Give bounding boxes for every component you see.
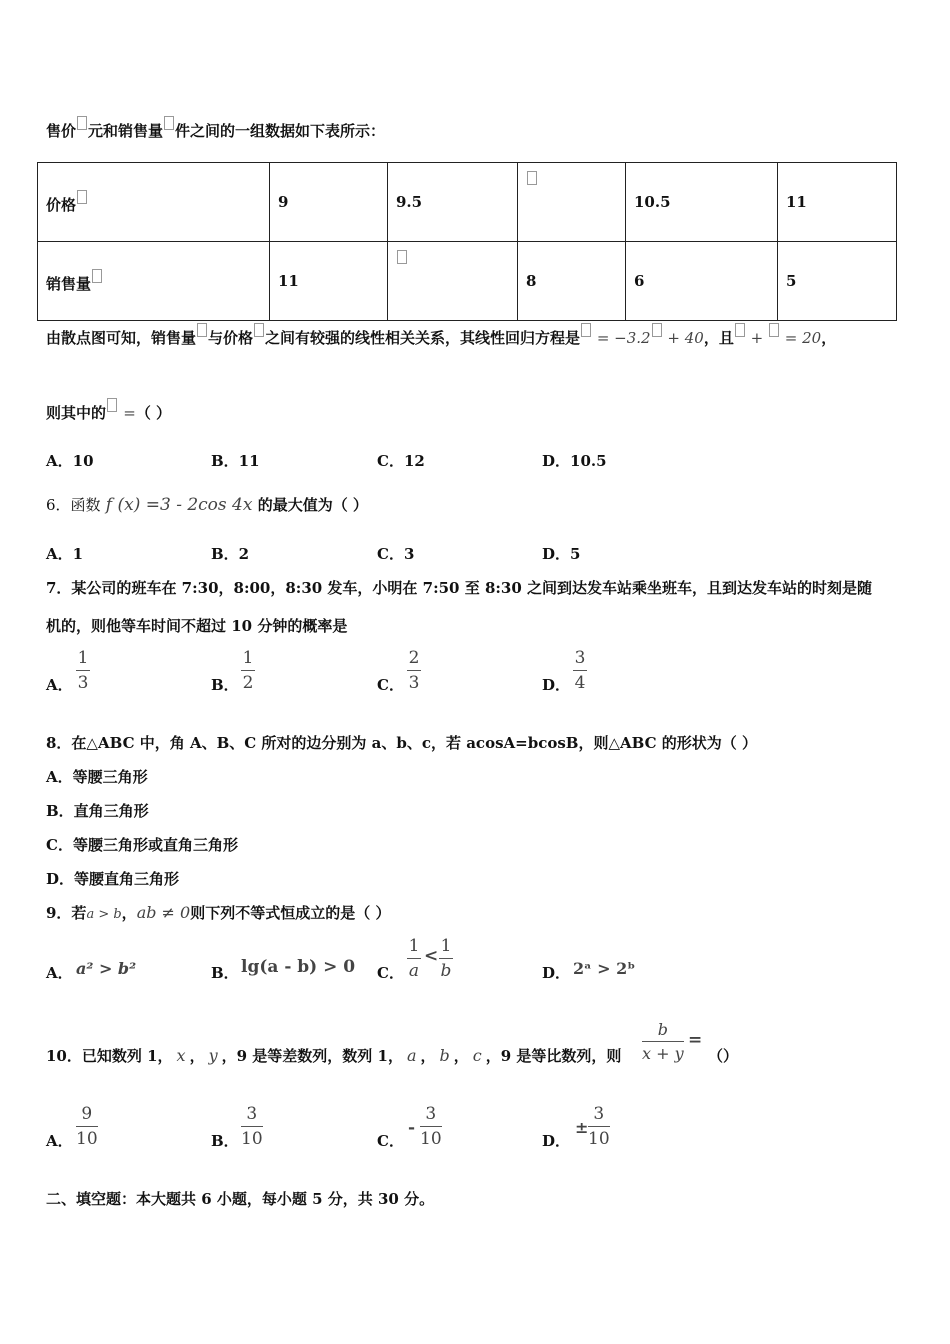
- missing-glyph-icon: [735, 323, 745, 337]
- q10-option-a-fraction: 9 10: [76, 1104, 98, 1149]
- q7-stem-line1: 7．某公司的班车在 7:30，8:00，8:30 发车，小明在 7:50 至 8:30 之间到达发车站乘坐班车，且到达发车站的时刻是随: [46, 579, 873, 597]
- q9-option-c-fraction-right: 1 b: [440, 936, 452, 981]
- q9-stem: 9．若a > b，ab ≠ 0则下列不等式恒成立的是（ ）: [46, 903, 391, 922]
- table-row: [38, 242, 897, 321]
- missing-glyph-icon: [77, 116, 87, 130]
- table-cell: 5: [778, 242, 897, 321]
- q6-option-b[interactable]: B．2: [211, 545, 250, 563]
- q10-option-d[interactable]: D．: [542, 1132, 571, 1150]
- q9-option-b-expr: lg(a - b) > 0: [241, 957, 356, 977]
- q9-option-d-expr: 2ᵃ > 2ᵇ: [573, 959, 636, 978]
- intro-text-3: 件之间的一组数据如下表所示：: [175, 122, 386, 140]
- q5-stem-line2: 则其中的 =（ ）: [46, 398, 171, 423]
- q6-option-d[interactable]: D．5: [542, 545, 581, 563]
- q9-option-b[interactable]: B．: [211, 964, 239, 982]
- q10-expression-fraction: b x + y: [642, 1020, 684, 1063]
- intro-text-1: 售价: [46, 122, 77, 140]
- table-cell: 9: [270, 163, 388, 242]
- q5-option-c[interactable]: C．12: [377, 452, 425, 470]
- q7-option-b[interactable]: B．: [211, 676, 239, 694]
- q9-option-d[interactable]: D．: [542, 964, 571, 982]
- q10-option-c-fraction: 3 10: [420, 1104, 442, 1149]
- q5-stem: 由散点图可知，销售量 与价格 之间有较强的线性相关关系，其线性回归方程是 = −3.2 + 40，且 + = 20，: [46, 323, 836, 348]
- missing-glyph-icon: [197, 323, 207, 337]
- table-cell: 销售量: [38, 242, 270, 321]
- q10-paren: （）: [708, 1047, 739, 1065]
- q6-stem: 6．函数 f (x) =3 - 2cos 4x 的最大值为（ ）: [46, 495, 368, 515]
- q8-option-b[interactable]: B．直角三角形: [46, 802, 149, 820]
- q6-option-a[interactable]: A．1: [46, 545, 84, 563]
- table-cell: [518, 163, 626, 242]
- q6-function: f (x) =3 - 2cos 4x: [105, 495, 253, 515]
- q10-stem: 10．已知数列 1， x ， y ，9 是等差数列，数列 1， a ， b ， c ，9 是等比数列，则: [46, 1046, 622, 1065]
- missing-glyph-icon: [107, 398, 117, 412]
- missing-glyph-icon: [397, 250, 407, 264]
- section-2-heading: 二、填空题：本大题共 6 小题，每小题 5 分，共 30 分。: [46, 1190, 435, 1208]
- missing-glyph-icon: [77, 190, 87, 204]
- missing-glyph-icon: [164, 116, 174, 130]
- q7-stem-line2: 机的，则他等车时间不超过 10 分钟的概率是: [46, 617, 348, 635]
- q10-option-c-sign: -: [408, 1118, 416, 1138]
- q10-option-c[interactable]: C．: [377, 1132, 404, 1150]
- q5-option-d[interactable]: D．10.5: [542, 452, 607, 470]
- missing-glyph-icon: [652, 323, 662, 337]
- q6-option-c[interactable]: C．3: [377, 545, 415, 563]
- q10-option-d-fraction: 3 10: [588, 1104, 610, 1149]
- q7-option-d[interactable]: D．: [542, 676, 571, 694]
- q7-option-c[interactable]: C．: [377, 676, 404, 694]
- table-cell: 10.5: [626, 163, 778, 242]
- missing-glyph-icon: [581, 323, 591, 337]
- q7-option-b-fraction: 1 2: [242, 648, 254, 693]
- q7-option-a-fraction: 1 3: [77, 648, 89, 693]
- table-row: [38, 163, 897, 242]
- table-cell: 8: [518, 242, 626, 321]
- q7-option-d-fraction: 3 4: [574, 648, 586, 693]
- table-cell: 6: [626, 242, 778, 321]
- table-cell: 9.5: [388, 163, 518, 242]
- data-table: [37, 162, 897, 321]
- q9-option-a-expr: a² > b²: [76, 959, 137, 978]
- q10-option-b[interactable]: B．: [211, 1132, 239, 1150]
- q8-option-a[interactable]: A．等腰三角形: [46, 768, 148, 786]
- q7-option-a[interactable]: A．: [46, 676, 73, 694]
- missing-glyph-icon: [254, 323, 264, 337]
- intro-line: [46, 116, 385, 141]
- table-cell: [388, 242, 518, 321]
- sum-equation: + = 20: [734, 329, 821, 347]
- q9-option-c[interactable]: C．: [377, 964, 404, 982]
- q10-option-b-fraction: 3 10: [241, 1104, 263, 1149]
- q10-option-a[interactable]: A．: [46, 1132, 73, 1150]
- q7-option-c-fraction: 2 3: [408, 648, 420, 693]
- table-cell: 价格: [38, 163, 270, 242]
- q5-option-b[interactable]: B．11: [211, 452, 260, 470]
- q8-option-c[interactable]: C．等腰三角形或直角三角形: [46, 836, 238, 854]
- q10-equals: =: [688, 1030, 703, 1050]
- q8-stem: 8．在△ABC 中，角 A、B、C 所对的边分别为 a、b、c，若 acosA=bcosB，则△ABC 的形状为（ ）: [46, 734, 757, 752]
- missing-glyph-icon: [92, 269, 102, 283]
- q9-option-c-fraction-left: 1 a: [408, 936, 420, 981]
- q9-option-a[interactable]: A．: [46, 964, 73, 982]
- table-cell: 11: [270, 242, 388, 321]
- q8-option-d[interactable]: D．等腰直角三角形: [46, 870, 180, 888]
- missing-glyph-icon: [769, 323, 779, 337]
- table-cell: 11: [778, 163, 897, 242]
- regression-equation: = −3.2 + 40: [580, 329, 704, 347]
- missing-glyph-icon: [527, 171, 537, 185]
- q10-option-d-sign: ±: [575, 1118, 589, 1137]
- q5-option-a[interactable]: A．10: [46, 452, 94, 470]
- q9-option-c-lt: <: [424, 946, 439, 966]
- intro-text-2: 元和销售量: [88, 122, 164, 140]
